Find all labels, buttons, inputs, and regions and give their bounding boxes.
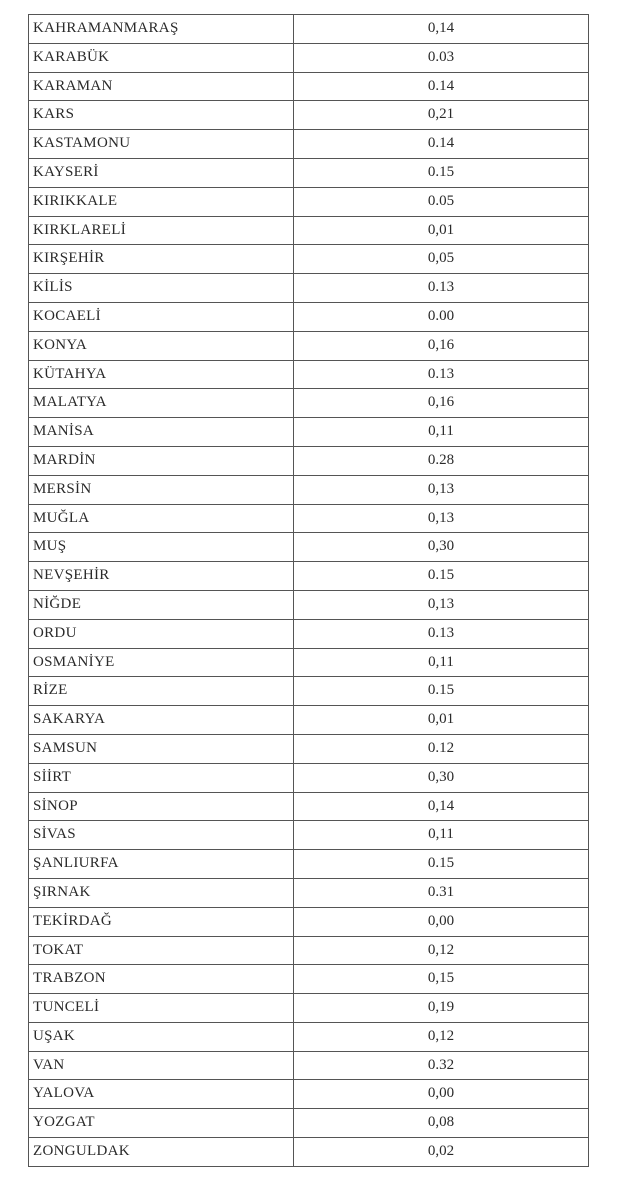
value-cell: 0.00 <box>294 302 589 331</box>
table-row <box>29 158 589 187</box>
table-row <box>29 1022 589 1051</box>
province-name-cell: ZONGULDAK <box>29 1138 294 1167</box>
value-cell: 0.28 <box>294 446 589 475</box>
province-name-cell: RİZE <box>29 677 294 706</box>
table-row <box>29 1051 589 1080</box>
table-row <box>29 878 589 907</box>
province-name-cell: SAMSUN <box>29 734 294 763</box>
table-row <box>29 274 589 303</box>
table-row <box>29 533 589 562</box>
table-row <box>29 706 589 735</box>
province-name-cell: KİLİS <box>29 274 294 303</box>
value-cell: 0.05 <box>294 187 589 216</box>
province-name-cell: NEVŞEHİR <box>29 562 294 591</box>
province-name-cell: KAHRAMANMARAŞ <box>29 15 294 44</box>
table-row <box>29 907 589 936</box>
table-row <box>29 418 589 447</box>
value-cell: 0,12 <box>294 936 589 965</box>
table-row <box>29 187 589 216</box>
province-name-cell: UŞAK <box>29 1022 294 1051</box>
table-row <box>29 648 589 677</box>
province-name-cell: SAKARYA <box>29 706 294 735</box>
table-row <box>29 389 589 418</box>
value-cell: 0,13 <box>294 504 589 533</box>
table-row <box>29 43 589 72</box>
table-row <box>29 1080 589 1109</box>
province-name-cell: TRABZON <box>29 965 294 994</box>
table-row <box>29 590 589 619</box>
value-cell: 0.14 <box>294 72 589 101</box>
value-cell: 0,13 <box>294 590 589 619</box>
table-row <box>29 1138 589 1167</box>
table-row <box>29 792 589 821</box>
table-row <box>29 15 589 44</box>
province-name-cell: KIRŞEHİR <box>29 245 294 274</box>
value-cell: 0,11 <box>294 648 589 677</box>
province-name-cell: MARDİN <box>29 446 294 475</box>
province-name-cell: KASTAMONU <box>29 130 294 159</box>
value-cell: 0.12 <box>294 734 589 763</box>
table-row <box>29 994 589 1023</box>
province-name-cell: ŞANLIURFA <box>29 850 294 879</box>
table-row <box>29 504 589 533</box>
province-name-cell: KARABÜK <box>29 43 294 72</box>
province-name-cell: KARAMAN <box>29 72 294 101</box>
table-row <box>29 302 589 331</box>
province-name-cell: KARS <box>29 101 294 130</box>
value-cell: 0,00 <box>294 1080 589 1109</box>
value-cell: 0.31 <box>294 878 589 907</box>
province-name-cell: MALATYA <box>29 389 294 418</box>
table-row <box>29 734 589 763</box>
value-cell: 0.14 <box>294 130 589 159</box>
table-row <box>29 821 589 850</box>
document-page <box>28 14 588 1167</box>
table-row <box>29 1109 589 1138</box>
value-cell: 0,14 <box>294 792 589 821</box>
value-cell: 0,05 <box>294 245 589 274</box>
province-name-cell: SİİRT <box>29 763 294 792</box>
province-name-cell: TUNCELİ <box>29 994 294 1023</box>
table-row <box>29 936 589 965</box>
value-cell: 0,16 <box>294 331 589 360</box>
value-cell: 0,11 <box>294 821 589 850</box>
table-row <box>29 763 589 792</box>
province-name-cell: ŞIRNAK <box>29 878 294 907</box>
province-name-cell: SİVAS <box>29 821 294 850</box>
province-name-cell: MERSİN <box>29 475 294 504</box>
table-row <box>29 677 589 706</box>
province-name-cell: YALOVA <box>29 1080 294 1109</box>
value-cell: 0,16 <box>294 389 589 418</box>
value-cell: 0,14 <box>294 15 589 44</box>
province-name-cell: YOZGAT <box>29 1109 294 1138</box>
value-cell: 0,15 <box>294 965 589 994</box>
table-row <box>29 360 589 389</box>
province-name-cell: KONYA <box>29 331 294 360</box>
value-cell: 0.15 <box>294 562 589 591</box>
table-row <box>29 965 589 994</box>
table-row <box>29 245 589 274</box>
province-name-cell: MUĞLA <box>29 504 294 533</box>
province-name-cell: MUŞ <box>29 533 294 562</box>
table-row <box>29 446 589 475</box>
value-cell: 0.15 <box>294 850 589 879</box>
province-name-cell: NİĞDE <box>29 590 294 619</box>
table-row <box>29 216 589 245</box>
value-cell: 0,02 <box>294 1138 589 1167</box>
value-cell: 0,12 <box>294 1022 589 1051</box>
province-name-cell: SİNOP <box>29 792 294 821</box>
value-cell: 0,11 <box>294 418 589 447</box>
province-name-cell: OSMANİYE <box>29 648 294 677</box>
province-name-cell: VAN <box>29 1051 294 1080</box>
table-body <box>29 15 589 1167</box>
table-row <box>29 72 589 101</box>
province-name-cell: KÜTAHYA <box>29 360 294 389</box>
value-cell: 0.15 <box>294 677 589 706</box>
province-name-cell: KIRIKKALE <box>29 187 294 216</box>
province-name-cell: KAYSERİ <box>29 158 294 187</box>
province-value-table <box>28 14 589 1167</box>
value-cell: 0.15 <box>294 158 589 187</box>
province-name-cell: KOCAELİ <box>29 302 294 331</box>
value-cell: 0,19 <box>294 994 589 1023</box>
value-cell: 0,01 <box>294 706 589 735</box>
value-cell: 0,13 <box>294 475 589 504</box>
province-name-cell: KIRKLARELİ <box>29 216 294 245</box>
table-row <box>29 562 589 591</box>
value-cell: 0,30 <box>294 763 589 792</box>
value-cell: 0.13 <box>294 360 589 389</box>
province-name-cell: TEKİRDAĞ <box>29 907 294 936</box>
table-row <box>29 475 589 504</box>
value-cell: 0,08 <box>294 1109 589 1138</box>
province-name-cell: TOKAT <box>29 936 294 965</box>
value-cell: 0.03 <box>294 43 589 72</box>
value-cell: 0,30 <box>294 533 589 562</box>
table-row <box>29 850 589 879</box>
value-cell: 0.32 <box>294 1051 589 1080</box>
value-cell: 0,21 <box>294 101 589 130</box>
table-row <box>29 130 589 159</box>
table-row <box>29 331 589 360</box>
value-cell: 0,00 <box>294 907 589 936</box>
province-name-cell: MANİSA <box>29 418 294 447</box>
value-cell: 0.13 <box>294 274 589 303</box>
table-row <box>29 619 589 648</box>
value-cell: 0,01 <box>294 216 589 245</box>
province-name-cell: ORDU <box>29 619 294 648</box>
table-row <box>29 101 589 130</box>
value-cell: 0.13 <box>294 619 589 648</box>
